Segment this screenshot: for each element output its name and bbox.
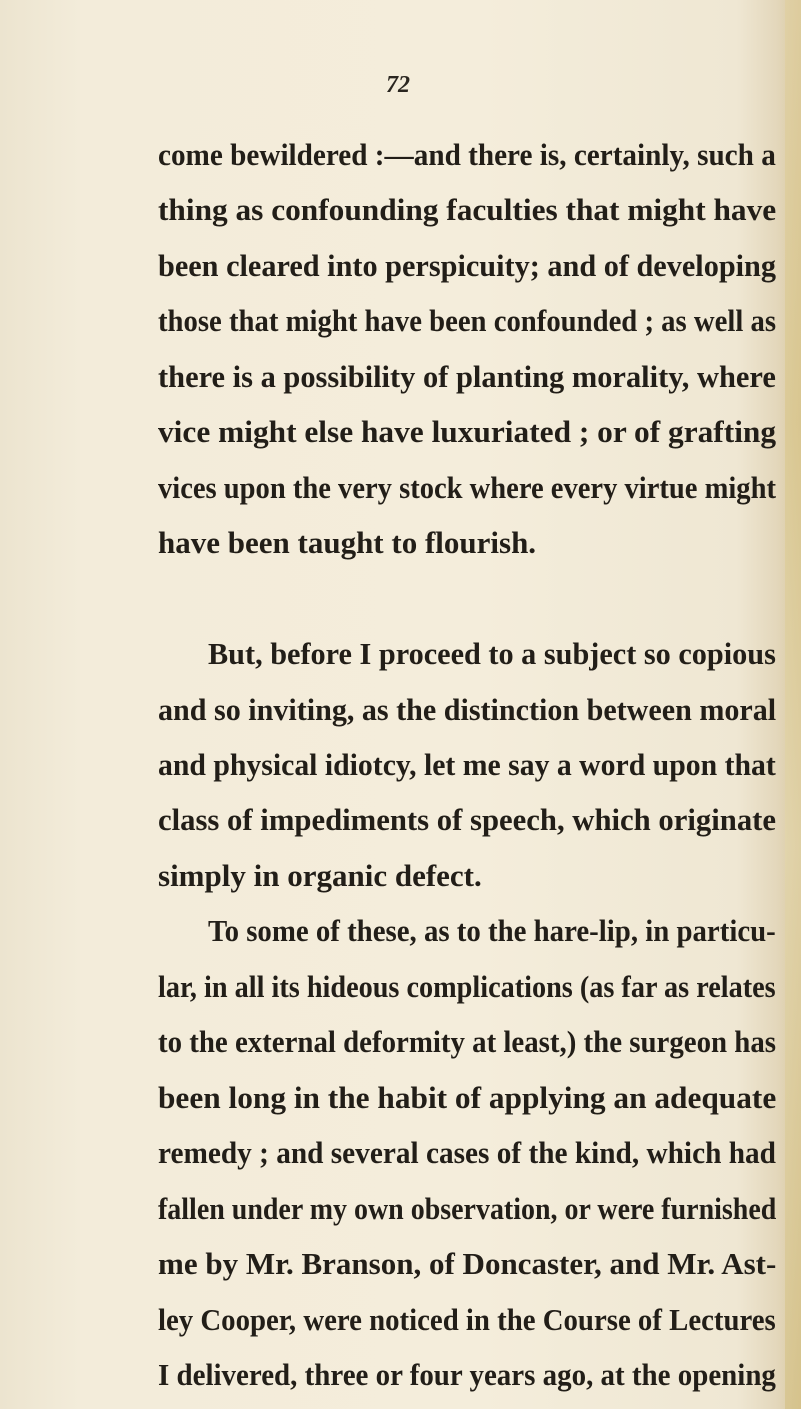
- text-line-content: vices upon the very stock where every virtue might: [158, 470, 776, 505]
- text-line: [158, 854, 482, 898]
- text-line: [158, 1187, 801, 1231]
- text-line-content: and so inviting, as the distinction between moral: [158, 692, 777, 727]
- text-line: [158, 188, 777, 232]
- text-line: [158, 299, 801, 343]
- text-line-content: lar, in all its hideous complications (as far as relates: [158, 969, 776, 1004]
- text-line-content: But, before I proceed to a subject so copious: [208, 636, 776, 671]
- text-line-content: have been taught to flourish.: [158, 525, 537, 560]
- text-line: [208, 909, 801, 953]
- text-line: [158, 1242, 776, 1286]
- text-line: [158, 965, 801, 1009]
- text-line-content: thing as confounding faculties that might have: [158, 192, 777, 227]
- text-line-content: come bewildered :—and there is, certainly, such a: [158, 137, 776, 172]
- text-line: [158, 688, 795, 732]
- text-line-content: To some of these, as to the hare-lip, in particu-: [208, 913, 776, 948]
- text-line-content: those that might have been confounded ; as well as: [158, 303, 777, 338]
- text-line-content: me by Mr. Branson, of Doncaster, and Mr. Ast-: [158, 1246, 777, 1281]
- text-line: [158, 1353, 801, 1397]
- text-line: [158, 1131, 801, 1175]
- text-line-content: vice might else have luxuriated ; or of grafting: [158, 414, 777, 449]
- text-line-content: and physical idiotcy, let me say a word upon that: [158, 747, 776, 782]
- text-line-content: been cleared into perspicuity; and of developing: [158, 248, 777, 283]
- text-line: [208, 632, 790, 676]
- text-line: [158, 355, 787, 399]
- text-line: [158, 743, 801, 787]
- text-line: [158, 1020, 801, 1064]
- text-line-content: ley Cooper, were noticed in the Course of Lectures: [158, 1302, 776, 1337]
- text-line-content: to the external deformity at least,) the surgeon has: [158, 1024, 776, 1059]
- text-line-content: been long in the habit of applying an adequate: [158, 1080, 777, 1115]
- text-line-content: class of impediments of speech, which originate: [158, 802, 777, 837]
- text-line: [158, 133, 801, 177]
- text-line: [158, 1298, 801, 1342]
- text-line: [158, 798, 782, 842]
- text-line-content: I delivered, three or four years ago, at the opening: [158, 1357, 776, 1392]
- text-line: [158, 1076, 777, 1120]
- text-line-content: remedy ; and several cases of the kind, which had: [158, 1135, 776, 1170]
- text-line-content: fallen under my own observation, or were furnished: [158, 1191, 777, 1226]
- text-line-content: simply in organic defect.: [158, 858, 482, 893]
- text-line-content: there is a possibility of planting morality, where: [158, 359, 776, 394]
- text-line: [158, 521, 536, 565]
- text-line: [158, 466, 801, 510]
- page-number: 72: [386, 72, 410, 98]
- text-line: [158, 244, 791, 288]
- text-line: [158, 410, 777, 454]
